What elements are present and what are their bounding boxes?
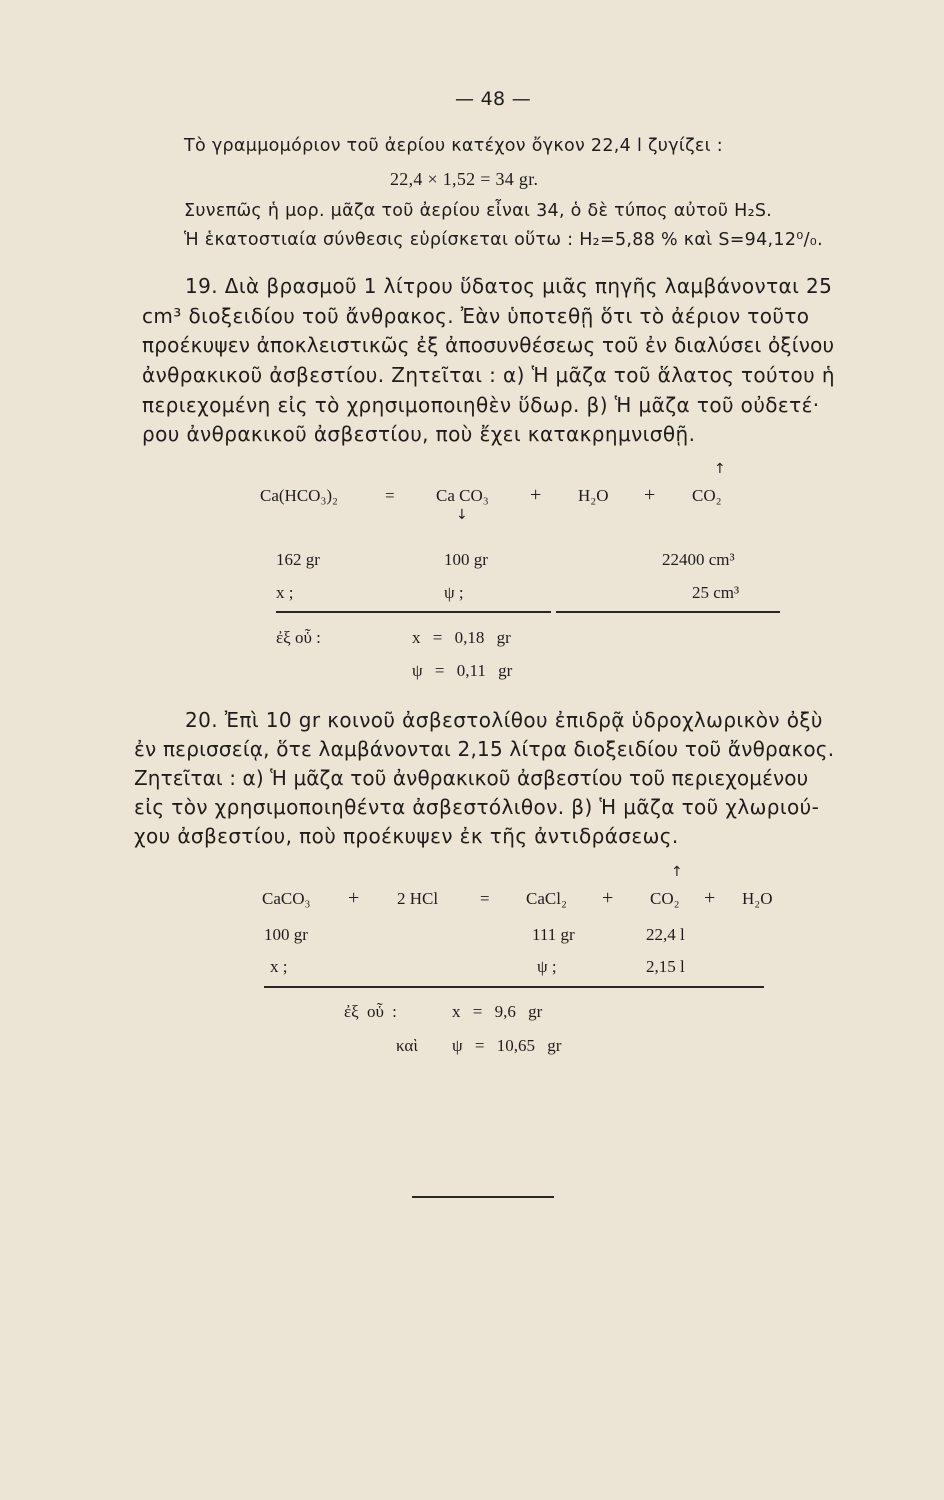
eq20-plus-1: + [348,887,360,909]
gas-up-arrow-icon: ↑ [671,864,683,880]
eq20-result-and: καὶ [396,1036,418,1055]
page-number: — 48 — [455,88,532,110]
eq20-plus-2: + [602,887,614,909]
problem19-line-4: ἀνθρακικοῦ ἀσβεστίου. Ζητεῖται : α) Ἡ μᾶζα τοῦ ἅλατος τούτου ἡ [142,363,835,387]
eq20-row2-a: x ; [270,957,288,976]
eq20-product-3: H₂O [742,889,773,908]
end-of-section-rule [412,1196,554,1198]
eq19-row1-c: 22400 cm³ [662,550,735,569]
problem19-line-5: περιεχομένη εἰς τὸ χρησιμοποιηθὲν ὕδωρ. β) Ἡ μᾶζα τοῦ οὐδετέ· [142,393,820,417]
problem20-line-5: χου ἀσβεστίου, ποὺ προέκυψεν ἐκ τῆς ἀντιδράσεως. [134,824,679,848]
eq20-result-y: ψ = 10,65 gr [452,1036,562,1055]
problem19-line-6: ρου ἀνθρακικοῦ ἀσβεστίου, ποὺ ἔχει κατακρημνισθῇ. [142,422,696,446]
eq20-rule [264,986,764,988]
eq19-plus-1: + [530,484,542,506]
problem19-line-1: 19. Διὰ βρασμοῦ 1 λίτρου ὕδατος μιᾶς πηγῆς λαμβάνονται 25 [185,274,833,298]
problem19-line-2: cm³ διοξειδίου τοῦ ἄνθρακος. Ἐὰν ὑποτεθῇ ὅτι τὸ ἀέριον τοῦτο [142,304,810,328]
precipitate-down-arrow-icon: ↓ [456,507,468,523]
problem20-line-1: 20. Ἐπὶ 10 gr κοινοῦ ἀσβεστολίθου ἐπιδρᾷ ὑδροχλωρικὸν ὀξὺ [185,708,823,732]
eq20-reactant-2: 2 HCl [397,889,439,908]
problem20-line-3: Ζητεῖται : α) Ἡ μᾶζα τοῦ ἀνθρακικοῦ ἀσβεστίου τοῦ περιεχομένου [134,766,809,790]
problem19-line-3: προέκυψεν ἀποκλειστικῶς ἐξ ἀποσυνθέσεως τοῦ ἐν διαλύσει ὀξίνου [142,333,835,357]
eq20-result-x: x = 9,6 gr [452,1002,543,1021]
eq19-row2-b: ψ ; [444,583,464,602]
eq19-result-x: x = 0,18 gr [412,628,511,647]
eq19-product-1: Ca CO₃ [436,486,489,505]
problem20-line-4: εἰς τὸν χρησιμοποιηθέντα ἀσβεστόλιθον. β) Ἡ μᾶζα τοῦ χλωριού- [134,795,820,819]
eq19-equals: = [385,486,395,505]
problem20-line-2: ἐν περισσείᾳ, ὅτε λαμβάνονται 2,15 λίτρα διοξειδίου τοῦ ἄνθρακος. [134,737,835,761]
eq19-result-y: ψ = 0,11 gr [412,661,513,680]
eq19-product-2: H₂O [578,486,609,505]
intro-line-3: Συνεπῶς ἡ μορ. μᾶζα τοῦ ἀερίου εἶναι 34, ὁ δὲ τύπος αὐτοῦ H₂S. [184,201,773,221]
eq19-row2-c: 25 cm³ [692,583,740,602]
intro-line-2: 22,4 × 1,52 = 34 gr. [390,169,539,189]
eq19-row1-b: 100 gr [444,550,488,569]
eq20-product-1: CaCl₂ [526,889,567,908]
eq19-plus-2: + [644,484,656,506]
eq20-row1-b: 111 gr [532,925,575,944]
eq19-reactant: Ca(HCO₃)₂ [260,486,338,505]
gas-up-arrow-icon: ↑ [714,461,726,477]
eq19-row2-a: x ; [276,583,294,602]
eq19-result-label: ἐξ οὗ : [276,628,321,647]
eq20-row1-a: 100 gr [264,925,308,944]
eq19-product-3: CO₂ [692,486,722,505]
eq19-rule-left [276,611,551,613]
eq20-row2-b: ψ ; [537,957,557,976]
eq20-reactant-1: CaCO₃ [262,889,311,908]
eq20-equals: = [480,889,490,908]
intro-line-1: Τὸ γραμμομόριον τοῦ ἀερίου κατέχον ὄγκον 22,4 l ζυγίζει : [184,136,723,156]
eq20-row1-c: 22,4 l [646,925,685,944]
intro-line-4: Ἡ ἑκατοστιαία σύνθεσις εὑρίσκεται οὕτω : H₂=5,88 % καὶ S=94,12⁰/₀. [184,230,823,250]
eq20-plus-3: + [704,887,716,909]
eq20-product-2: CO₂ [650,889,680,908]
eq20-result-label: ἐξ οὗ : [344,1002,397,1021]
eq19-rule-right [556,611,780,613]
eq20-row2-c: 2,15 l [646,957,685,976]
eq19-row1-a: 162 gr [276,550,320,569]
